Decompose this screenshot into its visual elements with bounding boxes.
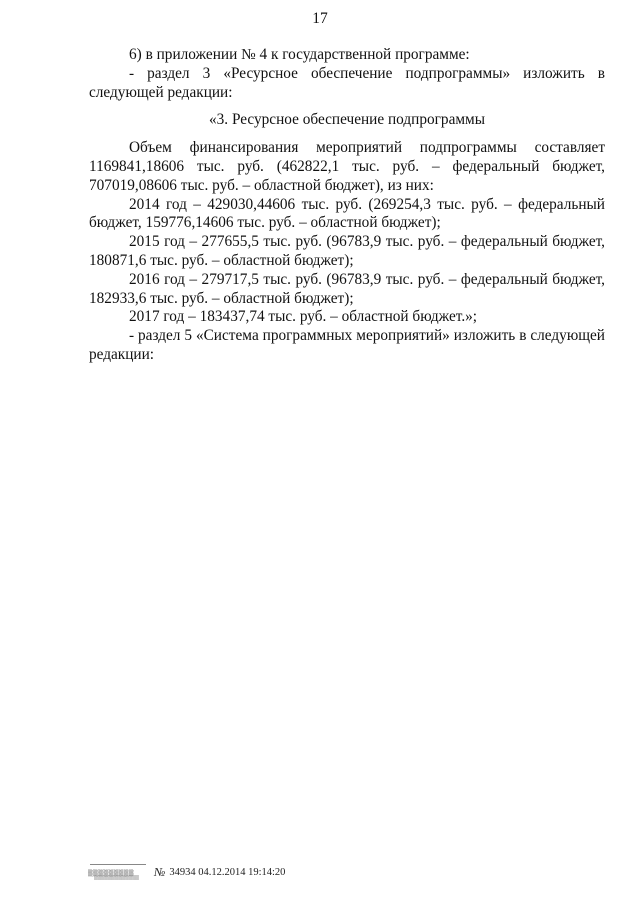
section3-intro-line1: - раздел 3 «Ресурсное обеспечение подпрограммы» изложить в — [129, 64, 605, 82]
section5-line1: - раздел 5 «Системa программных мероприятий» изложить в следующей — [129, 327, 605, 345]
year-2017-line1: 2017 год – 183437,74 тыс. руб. – областной бюджет.»; — [129, 308, 478, 326]
registration-footer — [88, 862, 285, 882]
registration-stamp-logo-icon: ▒▒▒▒▒▒▒▒▒ ▒▒▒▒▒▒▒▒▒▒▒▒▒ — [88, 862, 150, 882]
document-body — [89, 46, 605, 365]
year-2015-line2: 180871,6 тыс. руб. – областной бюджет); — [89, 251, 354, 269]
total-line1: Объем финансирования мероприятий подпрограммы составляет — [129, 139, 605, 157]
year-2015-line1: 2015 год – 277655,5 тыс. руб. (96783,9 тыс. руб. – федеральный бюджет, — [129, 233, 605, 251]
document-number-sign: № — [154, 864, 166, 879]
year-2016-line1: 2016 год – 279717,5 тыс. руб. (96783,9 тыс. руб. – федеральный бюджет, — [129, 270, 605, 288]
year-2014-line2: бюджет, 159776,14606 тыс. руб. – областной бюджет); — [89, 214, 441, 232]
year-2016-line2: 182933,6 тыс. руб. – областной бюджет); — [89, 289, 354, 307]
section3-heading: «3. Ресурсное обеспечение подпрограммы — [209, 111, 485, 129]
total-line3: 707019,08606 тыс. руб. – областной бюджет), из них: — [89, 176, 434, 194]
year-2014-line1: 2014 год – 429030,44606 тыс. руб. (269254,3 тыс. руб. – федеральный — [129, 195, 605, 213]
section5-line2: редакции: — [89, 345, 155, 363]
page-number: 17 — [312, 10, 328, 27]
section3-intro-line2: следующей редакции: — [89, 83, 233, 101]
item-6-paragraph: 6) в приложении № 4 к государственной программе: — [129, 46, 470, 63]
total-line2: 1169841,18606 тыс. руб. (462822,1 тыс. руб. – федеральный бюджет, — [89, 157, 605, 175]
registration-stamp-text: 34934 04.12.2014 19:14:20 — [169, 866, 286, 878]
